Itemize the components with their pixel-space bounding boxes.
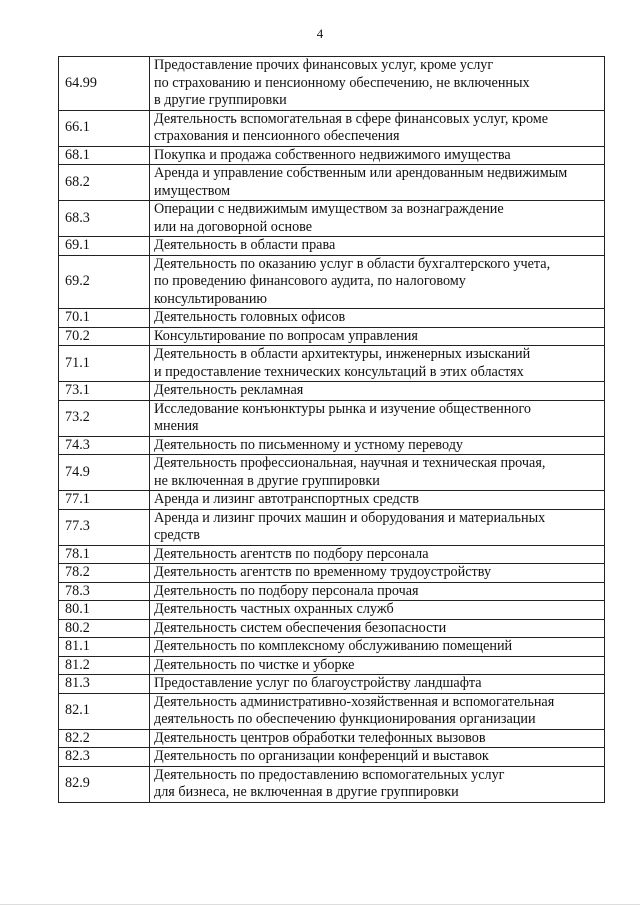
table-row [59, 729, 605, 748]
activity-description: Деятельность профессиональная, научная и техническая прочая, не включенная в другие группировки [150, 455, 605, 491]
activity-code: 81.3 [59, 675, 150, 694]
activity-description: Операции с недвижимым имуществом за вознаграждение или на договорной основе [150, 201, 605, 237]
activity-code: 70.2 [59, 327, 150, 346]
table-row [59, 201, 605, 237]
activity-code: 78.2 [59, 564, 150, 583]
activity-description: Консультирование по вопросам управления [150, 327, 605, 346]
activity-code: 77.3 [59, 509, 150, 545]
table-row [59, 638, 605, 657]
table-row [59, 766, 605, 802]
activity-description: Деятельность по чистке и уборке [150, 656, 605, 675]
activity-description: Деятельность по оказанию услуг в области бухгалтерского учета, по проведению финансового аудита, по налоговому консультированию [150, 255, 605, 309]
table-row [59, 382, 605, 401]
activity-code: 73.1 [59, 382, 150, 401]
activity-description: Деятельность в области права [150, 237, 605, 256]
activity-description: Аренда и управление собственным или арендованным недвижимым имуществом [150, 165, 605, 201]
table-row [59, 675, 605, 694]
activity-description: Деятельность головных офисов [150, 309, 605, 328]
activity-code: 78.3 [59, 582, 150, 601]
activity-code: 69.1 [59, 237, 150, 256]
table-row [59, 255, 605, 309]
activity-description: Деятельность вспомогательная в сфере финансовых услуг, кроме страхования и пенсионного обеспечения [150, 110, 605, 146]
activity-description: Деятельность по организации конференций и выставок [150, 748, 605, 767]
activity-description: Исследование конъюнктуры рынка и изучение общественного мнения [150, 400, 605, 436]
activity-code: 82.9 [59, 766, 150, 802]
table-row [59, 656, 605, 675]
activity-code: 81.1 [59, 638, 150, 657]
table-row [59, 110, 605, 146]
table-row [59, 619, 605, 638]
activity-code: 66.1 [59, 110, 150, 146]
activity-code: 78.1 [59, 545, 150, 564]
table-row [59, 327, 605, 346]
table-row [59, 601, 605, 620]
table-row [59, 545, 605, 564]
activity-description: Деятельность агентств по подбору персонала [150, 545, 605, 564]
activity-description: Деятельность административно-хозяйственная и вспомогательная деятельность по обеспечению функционирования организации [150, 693, 605, 729]
activity-description: Предоставление услуг по благоустройству ландшафта [150, 675, 605, 694]
page-number: 4 [316, 26, 324, 41]
activity-description: Предоставление прочих финансовых услуг, кроме услуг по страхованию и пенсионному обеспечению, не включенных в другие группировки [150, 57, 605, 111]
activity-description: Деятельность частных охранных служб [150, 601, 605, 620]
table-row [59, 146, 605, 165]
table-row [59, 582, 605, 601]
activity-description: Деятельность в области архитектуры, инженерных изысканий и предоставление технических консультаций в этих областях [150, 346, 605, 382]
activity-code: 70.1 [59, 309, 150, 328]
activity-code: 64.99 [59, 57, 150, 111]
table-row [59, 436, 605, 455]
activity-description: Деятельность рекламная [150, 382, 605, 401]
table-row [59, 748, 605, 767]
activity-code: 82.2 [59, 729, 150, 748]
table-row [59, 509, 605, 545]
table-row [59, 455, 605, 491]
okved-codes-table [58, 56, 605, 803]
table-row [59, 237, 605, 256]
table-row [59, 693, 605, 729]
table-body [59, 57, 605, 803]
table-row [59, 400, 605, 436]
activity-code: 71.1 [59, 346, 150, 382]
activity-code: 68.3 [59, 201, 150, 237]
table-row [59, 309, 605, 328]
table-row [59, 57, 605, 111]
activity-description: Покупка и продажа собственного недвижимого имущества [150, 146, 605, 165]
table-row [59, 491, 605, 510]
activity-code: 77.1 [59, 491, 150, 510]
activity-description: Деятельность по подбору персонала прочая [150, 582, 605, 601]
activity-description: Деятельность по письменному и устному переводу [150, 436, 605, 455]
activity-description: Аренда и лизинг автотранспортных средств [150, 491, 605, 510]
activity-code: 80.1 [59, 601, 150, 620]
activity-code: 82.1 [59, 693, 150, 729]
table-row [59, 564, 605, 583]
activity-code: 74.3 [59, 436, 150, 455]
activity-code: 69.2 [59, 255, 150, 309]
activity-code: 68.2 [59, 165, 150, 201]
activity-description: Аренда и лизинг прочих машин и оборудования и материальных средств [150, 509, 605, 545]
activity-description: Деятельность по комплексному обслуживанию помещений [150, 638, 605, 657]
activity-code: 68.1 [59, 146, 150, 165]
activity-description: Деятельность центров обработки телефонных вызовов [150, 729, 605, 748]
activity-code: 73.2 [59, 400, 150, 436]
activity-code: 80.2 [59, 619, 150, 638]
activity-description: Деятельность систем обеспечения безопасности [150, 619, 605, 638]
table-row [59, 346, 605, 382]
activity-code: 74.9 [59, 455, 150, 491]
activity-description: Деятельность агентств по временному трудоустройству [150, 564, 605, 583]
activity-code: 82.3 [59, 748, 150, 767]
activity-code: 81.2 [59, 656, 150, 675]
activity-description: Деятельность по предоставлению вспомогательных услуг для бизнеса, не включенная в другие группировки [150, 766, 605, 802]
table-row [59, 165, 605, 201]
